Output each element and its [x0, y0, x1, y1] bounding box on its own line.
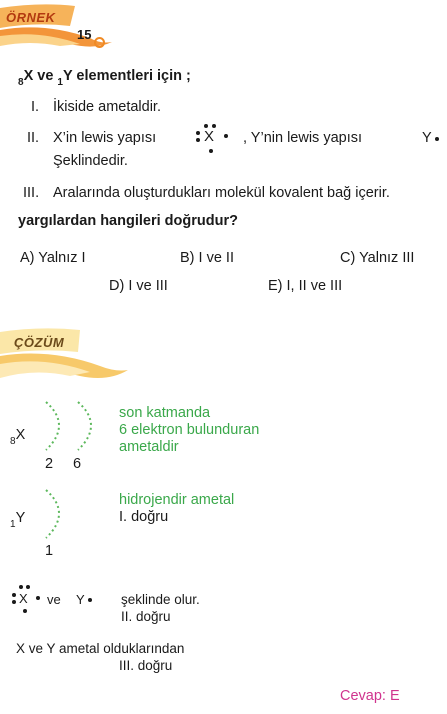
x-symbol: $_8$X	[10, 427, 26, 447]
item-2-text-a: X’in lewis yapısı	[53, 130, 157, 146]
x-shell-2-count: 6	[73, 456, 82, 472]
y-shell	[40, 486, 76, 542]
conclusion-line-2: III. doğru	[119, 658, 173, 673]
lewis-note-2: II. doğru	[121, 609, 171, 624]
item-2-text-c: Şeklindedir.	[53, 153, 128, 169]
answer-label: Cevap: E	[340, 688, 400, 704]
question-prompt: yargılardan hangileri doğrudur?	[18, 213, 238, 229]
option-b[interactable]: B) I ve II	[180, 250, 234, 266]
y-symbol: $_1$Y	[10, 510, 26, 530]
item-1-number: I.	[31, 99, 40, 115]
lewis-ve: ve	[47, 592, 61, 607]
y-note-black: I. doğru	[119, 509, 169, 525]
example-number-ring-icon	[94, 37, 105, 48]
lewis-y-solution: Y	[76, 591, 98, 609]
lewis-note-1: şeklinde olur.	[121, 592, 200, 607]
solution-label: ÇÖZÜM	[14, 335, 65, 350]
lewis-x-solution: X	[10, 585, 42, 615]
example-label: ÖRNEK	[6, 10, 56, 25]
question-intro: $_8$X ve $_1$Y elementleri için ;	[18, 68, 191, 88]
item-2-text-b: , Y’nin lewis yapısı	[243, 130, 363, 146]
option-d[interactable]: D) I ve III	[109, 278, 168, 294]
x-note-line-3: ametaldir	[119, 439, 179, 455]
item-1-text: İkiside ametaldir.	[53, 99, 161, 115]
x-note-line-1: son katmanda	[119, 405, 211, 421]
item-3-number: III.	[23, 185, 40, 201]
option-e[interactable]: E) I, II ve III	[268, 278, 343, 294]
x-note-line-2: 6 elektron bulunduran	[119, 422, 260, 438]
option-c[interactable]: C) Yalnız III	[340, 250, 415, 266]
lewis-y-question: Y	[422, 129, 444, 149]
y-shell-1-count: 1	[45, 543, 54, 559]
conclusion-line-1: X ve Y ametal olduklarından	[16, 641, 185, 656]
option-a[interactable]: A) Yalnız I	[20, 250, 86, 266]
x-shell-1-count: 2	[45, 456, 54, 472]
lewis-x-question: X	[194, 122, 234, 156]
item-2-number: II.	[27, 130, 40, 146]
example-number: 15	[77, 27, 92, 42]
item-3-text: Aralarında oluşturdukları molekül kovalent bağ içerir.	[53, 185, 390, 201]
y-note-green: hidrojendir ametal	[119, 492, 235, 508]
x-shells	[40, 398, 100, 454]
